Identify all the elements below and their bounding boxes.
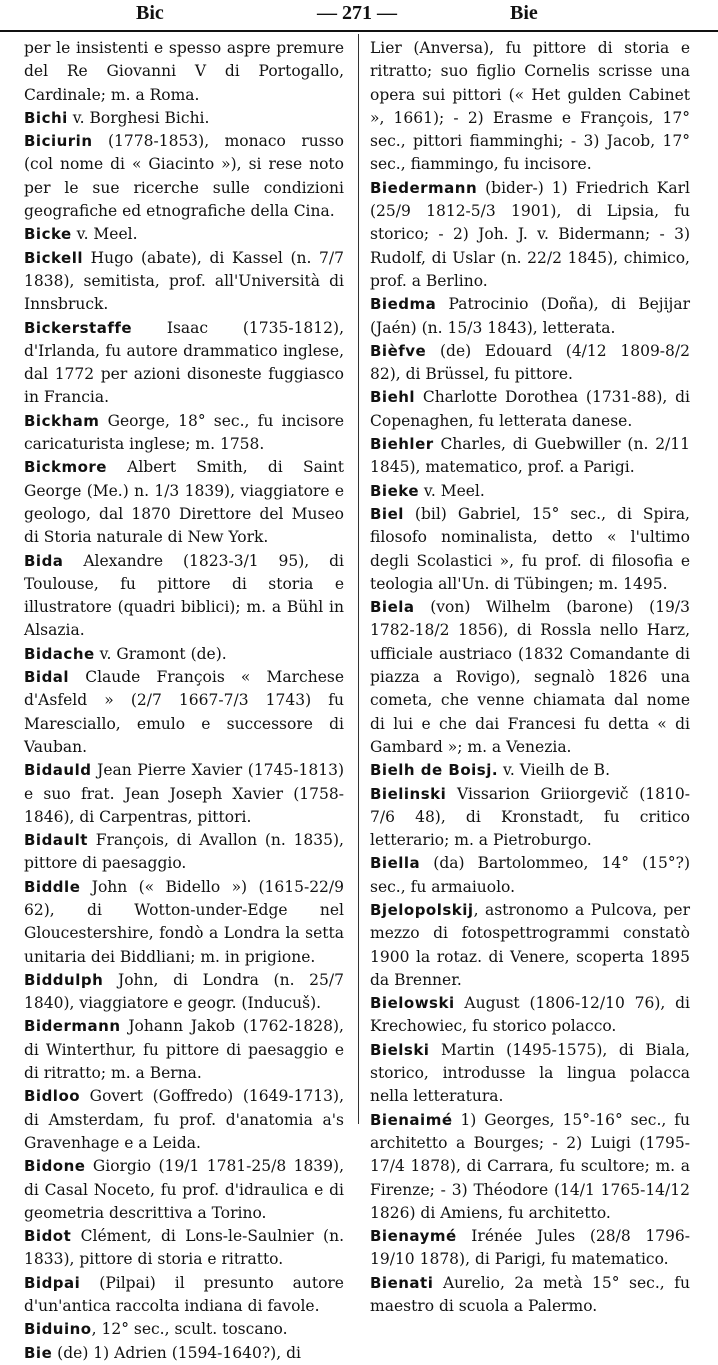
dictionary-entry — [370, 783, 690, 853]
dictionary-entry — [24, 759, 344, 829]
entry-text: per le insistenti e spesso aspre premure del Re Giovanni V di Portogallo, Cardinale; m. a Roma. — [24, 39, 344, 104]
entry-headword: Bjelopolskij — [370, 900, 474, 919]
entry-headword: Biella — [370, 854, 421, 873]
entry-text: v. Meel. — [71, 225, 138, 244]
dictionary-entry — [24, 829, 344, 876]
entry-text: Jean Pierre Xavier (1745-1813) e suo frat. Jean Joseph Xavier (1758-1846), di Carpentras, pittori. — [24, 761, 344, 826]
dictionary-entry — [24, 1225, 344, 1272]
entry-text: v. Vieilh de B. — [498, 761, 610, 780]
dictionary-entry — [24, 1342, 344, 1365]
entry-text: Vissarion Griiorgevič (1810-7/6 48), di Kronstadt, fu critico letterario; m. a Pietroburgo. — [370, 784, 690, 850]
entry-text: Johann Jakob (1762-1828), di Winterthur, fu pittore di paesaggio e di ritratto; m. a Berna. — [24, 1017, 344, 1083]
dictionary-entry — [24, 1155, 344, 1225]
dictionary-entry — [370, 596, 690, 759]
entry-text: (bider-) 1) Friedrich Karl (25/9 1812-5/3 1901), di Lipsia, fu storico; - 2) Joh. J. v. Bidermann; - 3) Rudolf, di Uslar (n. 22/2 1845), chimico, prof. a Berlino. — [370, 178, 690, 290]
entry-text: , 12° sec., scult. toscano. — [91, 1320, 288, 1339]
entry-text: (bil) Gabriel, 15° sec., di Spira, filosofo nominalista, detto « l'ultimo degli Scolastici », fu prof. di filosofia e teologia all'Un. di Tübingen; m. 1495. — [370, 504, 690, 593]
entry-text: Hugo (abate), di Kassel (n. 7/7 1838), semitista, prof. all'Università di Innsbruck. — [24, 248, 344, 314]
dictionary-entry — [370, 37, 690, 177]
dictionary-entry — [24, 410, 344, 457]
entry-headword: Biedma — [370, 295, 437, 314]
entry-text: George, 18° sec., fu incisore caricaturista inglese; m. 1758. — [24, 411, 344, 454]
dictionary-entry — [370, 1225, 690, 1272]
dictionary-entry — [370, 759, 690, 782]
dictionary-entry — [24, 1272, 344, 1319]
entry-text: v. Borghesi Bichi. — [67, 108, 210, 127]
entry-text: (de) 1) Adrien (1594-1640?), di — [52, 1343, 301, 1362]
entry-text: Charles, di Guebwiller (n. 2/11 1845), matematico, prof. a Parigi. — [370, 435, 690, 477]
dictionary-entry — [370, 1039, 690, 1109]
dictionary-entry — [370, 1272, 690, 1319]
left-column — [24, 37, 344, 1365]
entry-text: , astronomo a Pulcova, per mezzo di fotospettrogrammi constatò 1900 la rotaz. di Venere, scoperta 1895 da Brenner. — [370, 900, 690, 989]
dictionary-entry — [24, 1085, 344, 1155]
dictionary-entry — [24, 969, 344, 1016]
entry-text: John, di Londra (n. 25/7 1840), viaggiatore e geogr. (Inducuš). — [24, 970, 344, 1013]
dictionary-entry — [24, 643, 344, 666]
entry-headword: Bidone — [24, 1157, 86, 1176]
entry-headword: Biehler — [370, 435, 434, 454]
entry-headword: Bielski — [370, 1040, 430, 1059]
entry-headword: Bida — [24, 551, 64, 570]
entry-text: Govert (Goffredo) (1649-1713), di Amsterdam, fu prof. d'anatomia a's Gravenhage e a Leida. — [24, 1087, 344, 1152]
page-number: — 271 — — [317, 2, 397, 24]
dictionary-entry — [370, 899, 690, 992]
entry-text: August (1806-12/10 76), di Krechowiec, fu storico polacco. — [370, 994, 690, 1036]
dictionary-entry — [370, 433, 690, 480]
dictionary-entry — [370, 340, 690, 387]
entry-headword: Bielinski — [370, 784, 447, 803]
entry-headword: Bidermann — [24, 1017, 121, 1036]
dictionary-entry — [370, 177, 690, 293]
entry-headword: Biduino — [24, 1320, 92, 1339]
entry-text: Patrocinio (Doña), di Bejijar (Jaén) (n. 15/3 1843), letterata. — [370, 295, 690, 337]
entry-headword: Bichi — [24, 108, 68, 127]
dictionary-entry — [370, 1109, 690, 1225]
dictionary-entry — [370, 992, 690, 1039]
entry-headword: Biedermann — [370, 178, 478, 197]
dictionary-entry — [24, 130, 344, 223]
entry-text: Charlotte Dorothea (1731-88), di Copenaghen, fu letterata danese. — [370, 388, 690, 430]
entry-headword: Bidauld — [24, 761, 92, 780]
dictionary-entry — [24, 1318, 344, 1341]
entry-headword: Bieke — [370, 481, 419, 500]
entry-headword: Bielowski — [370, 994, 455, 1013]
page-header — [0, 0, 718, 30]
dictionary-entry — [24, 317, 344, 410]
entry-headword: Bienati — [370, 1273, 434, 1292]
entry-headword: Bienaimé — [370, 1110, 453, 1129]
entry-headword: Bielh de Boisj. — [370, 761, 499, 780]
entry-text: Irénée Jules (28/8 1796-19/10 1878), di Parigi, fu matematico. — [370, 1227, 690, 1269]
entry-headword: Biehl — [370, 388, 416, 407]
entry-text: v. Meel. — [419, 481, 485, 500]
entry-headword: Biel — [370, 504, 404, 523]
column-divider — [358, 34, 359, 1124]
entry-headword: Bickham — [24, 411, 100, 430]
dictionary-entry — [24, 37, 344, 107]
dictionary-entry — [370, 480, 690, 503]
dictionary-entry — [24, 666, 344, 759]
entry-headword: Bidot — [24, 1227, 72, 1246]
entry-text: (Pilpai) il presunto autore d'un'antica raccolta indiana di favole. — [24, 1273, 344, 1316]
entry-headword: Bienaymé — [370, 1227, 457, 1246]
entry-headword: Bièfve — [370, 341, 427, 360]
dictionary-entry — [24, 223, 344, 246]
entry-headword: Bickell — [24, 248, 83, 267]
entry-headword: Biddle — [24, 877, 81, 896]
entry-text: Aurelio, 2a metà 15° sec., fu maestro di scuola a Palermo. — [370, 1273, 690, 1316]
entry-headword: Bidault — [24, 831, 88, 850]
header-rule — [0, 30, 718, 32]
entry-text: Lier (Anversa), fu pittore di storia e ritratto; suo figlio Cornelis scrisse una opera sui pittori (« Het gulden Cabinet », 1661); - 2) Erasme e François, 17° sec., pittori fiamminghi; - 3) Jacob, 17° sec., fiammingo, fu incisore. — [370, 39, 690, 174]
dictionary-entry — [24, 1015, 344, 1085]
entry-headword: Bidache — [24, 644, 95, 663]
entry-headword: Bie — [24, 1343, 53, 1362]
entry-headword: Bidpai — [24, 1273, 81, 1292]
entry-text: François, di Avallon (n. 1835), pittore di paesaggio. — [24, 831, 344, 873]
entry-text: Claude François « Marchese d'Asfeld » (2/7 1667-7/3 1743) fu Maresciallo, emulo e successore di Vauban. — [24, 668, 344, 756]
dictionary-entry — [24, 550, 344, 643]
entry-text: (1778-1853), monaco russo (col nome di « Giacinto »), si rese noto per le sue ricerche sulle condizioni geografiche ed etnografiche della Cina. — [24, 132, 344, 221]
entry-headword: Biela — [370, 598, 415, 617]
entry-text: Isaac (1735-1812), d'Irlanda, fu autore drammatico inglese, dal 1772 per azioni disoneste fuggiasco in Francia. — [24, 318, 344, 407]
dictionary-entry — [370, 293, 690, 340]
entry-text: Martin (1495-1575), di Biala, storico, introdusse la lingua polacca nella letteratura. — [370, 1040, 690, 1106]
entry-headword: Biciurin — [24, 132, 93, 151]
entry-text: (da) Bartolommeo, 14° (15°?) sec., fu armaiuolo. — [370, 854, 690, 896]
dictionary-entry — [24, 107, 344, 130]
entry-headword: Bickmore — [24, 458, 107, 477]
entry-text: (von) Wilhelm (barone) (19/3 1782-18/2 1856), di Rossla nello Harz, ufficiale austriaco (1832 Comandante di piazza a Rovigo), segnalò 1826 una cometa, che venne chiamata dal nome di lui e che dai Francesi fu detta « di Gambard »; m. a Venezia. — [370, 598, 690, 756]
dictionary-entry — [370, 852, 690, 899]
entry-text: (de) Edouard (4/12 1809-8/2 82), di Brüssel, fu pittore. — [370, 341, 690, 384]
entry-headword: Bickerstaffe — [24, 318, 133, 337]
entry-text: Albert Smith, di Saint George (Me.) n. 1/3 1839), viaggiatore e geologo, dal 1870 Direttore del Museo di Storia naturale di New York. — [24, 458, 344, 547]
entry-text: 1) Georges, 15°-16° sec., fu architetto a Bourges; - 2) Luigi (1795-17/4 1878), di Carrara, fu scultore; m. a Firenze; - 3) Théodore (14/1 1765-14/12 1826) di Amiens, fu architetto. — [370, 1110, 690, 1222]
entry-text: Giorgio (19/1 1781-25/8 1839), di Casal Noceto, fu prof. d'idraulica e di geometria descrittiva a Torino. — [24, 1157, 344, 1222]
entry-text: Alexandre (1823-3/1 95), di Toulouse, fu pittore di storia e illustratore (quadri biblici); m. a Bühl in Alsazia. — [24, 551, 344, 640]
dictionary-entry — [24, 247, 344, 317]
entry-headword: Biddulph — [24, 970, 104, 989]
entry-headword: Bicke — [24, 225, 72, 244]
entry-text: v. Gramont (de). — [94, 644, 227, 663]
dictionary-entry — [370, 503, 690, 596]
dictionary-entry — [370, 386, 690, 433]
running-head-right: Bie — [510, 2, 538, 24]
dictionary-entry — [24, 456, 344, 549]
entry-text: John (« Bidello ») (1615-22/9 62), di Wotton-under-Edge nel Gloucestershire, fondò a Londra la setta unitaria dei Biddliani; m. in prigione. — [24, 877, 344, 966]
right-column — [370, 37, 690, 1318]
running-head-left: Bic — [136, 2, 164, 24]
entry-text: Clément, di Lons-le-Saulnier (n. 1833), pittore di storia e ritratto. — [24, 1227, 344, 1269]
entry-headword: Bidloo — [24, 1087, 81, 1106]
entry-headword: Bidal — [24, 668, 70, 687]
dictionary-entry — [24, 876, 344, 969]
